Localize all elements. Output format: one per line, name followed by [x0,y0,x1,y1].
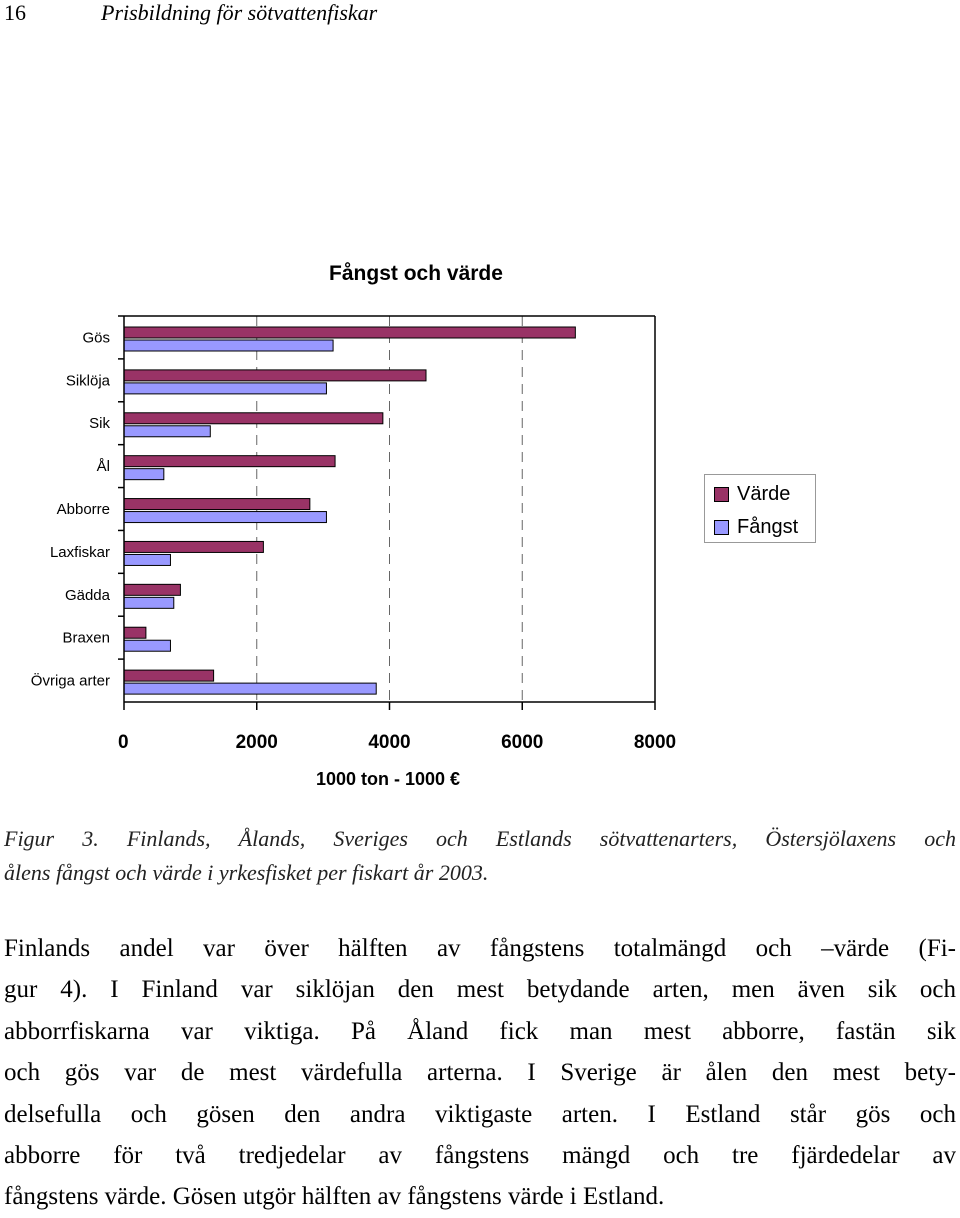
bar-fangst [124,683,376,694]
category-label: Abborre [56,501,110,518]
x-tick-label: 4000 [368,732,411,753]
category-label: Gös [82,329,110,347]
figure-caption [4,822,956,890]
body-line-2: gur 4). I Finland var siklöjan den mest betydande arten, men även sik och [4,976,956,1004]
bar-fangst [124,469,164,480]
bar-varde [124,627,146,638]
body-line-6: abborre för två tredjedelar av fångstens mängd och tre fjärdedelar av [4,1142,956,1170]
x-tick-label: 8000 [633,732,677,753]
bar-fangst [124,383,326,394]
bar-varde [124,541,263,552]
category-label: Ål [96,458,110,476]
category-label: Braxen [62,629,110,647]
legend-label-varde: Värde [737,482,791,505]
legend-item-varde [714,482,790,506]
x-tick-label: 2000 [235,732,278,753]
category-label: Sik [89,415,110,433]
legend-swatch-varde [714,487,729,502]
page-number: 16 [4,0,26,25]
bar-fangst [124,554,170,565]
caption-line-2: ålens fångst och värde i yrkesfisket per fiskart år 2003. [4,860,489,885]
bar-varde [124,670,214,681]
bar-varde [124,327,575,338]
bar-varde [124,499,310,510]
category-label: Övriga arter [30,672,110,690]
bar-varde [124,584,180,595]
bar-varde [124,456,335,467]
caption-line-1: Figur 3. Finlands, Ålands, Sveriges och Estlands sötvattenarters, Östersjölaxens och [4,826,956,851]
running-title: Prisbildning för sötvattenfiskar [101,0,378,25]
body-line-4: och gös var de mest värdefulla arterna. I Sverige är ålen den mest bety- [4,1059,956,1087]
body-line-7: fångstens värde. Gösen utgör hälften av fångstens värde i Estland. [4,1183,665,1211]
bar-fangst [124,340,333,351]
bar-fangst [124,597,174,608]
body-paragraph [4,928,956,1218]
bar-fangst [124,512,326,523]
chart-legend [704,474,816,543]
x-tick-label: 6000 [501,732,544,753]
chart-title: Fångst och värde [329,262,503,285]
body-line-5: delsefulla och gösen den andra viktigaste arten. I Estland står gös och [4,1100,956,1128]
bar-fangst [124,640,170,651]
x-axis-label: 1000 ton - 1000 € [315,769,461,789]
bar-varde [124,413,383,424]
body-line-1: Finlands andel var över hälften av fångstens totalmängd och –värde (Fi- [4,935,956,962]
category-label: Siklöja [65,372,110,390]
legend-item-fangst [714,515,798,539]
x-tick-label: 0 [118,732,129,753]
category-label: Gädda [64,586,110,604]
category-label: Laxfiskar [49,543,110,561]
body-line-3: abborrfiskarna var viktiga. På Åland fick man mest abborre, fastän sik [4,1017,956,1045]
bar-varde [124,370,426,381]
legend-swatch-fangst [714,520,729,535]
bar-fangst [124,426,210,437]
legend-label-fangst: Fångst [737,515,799,538]
